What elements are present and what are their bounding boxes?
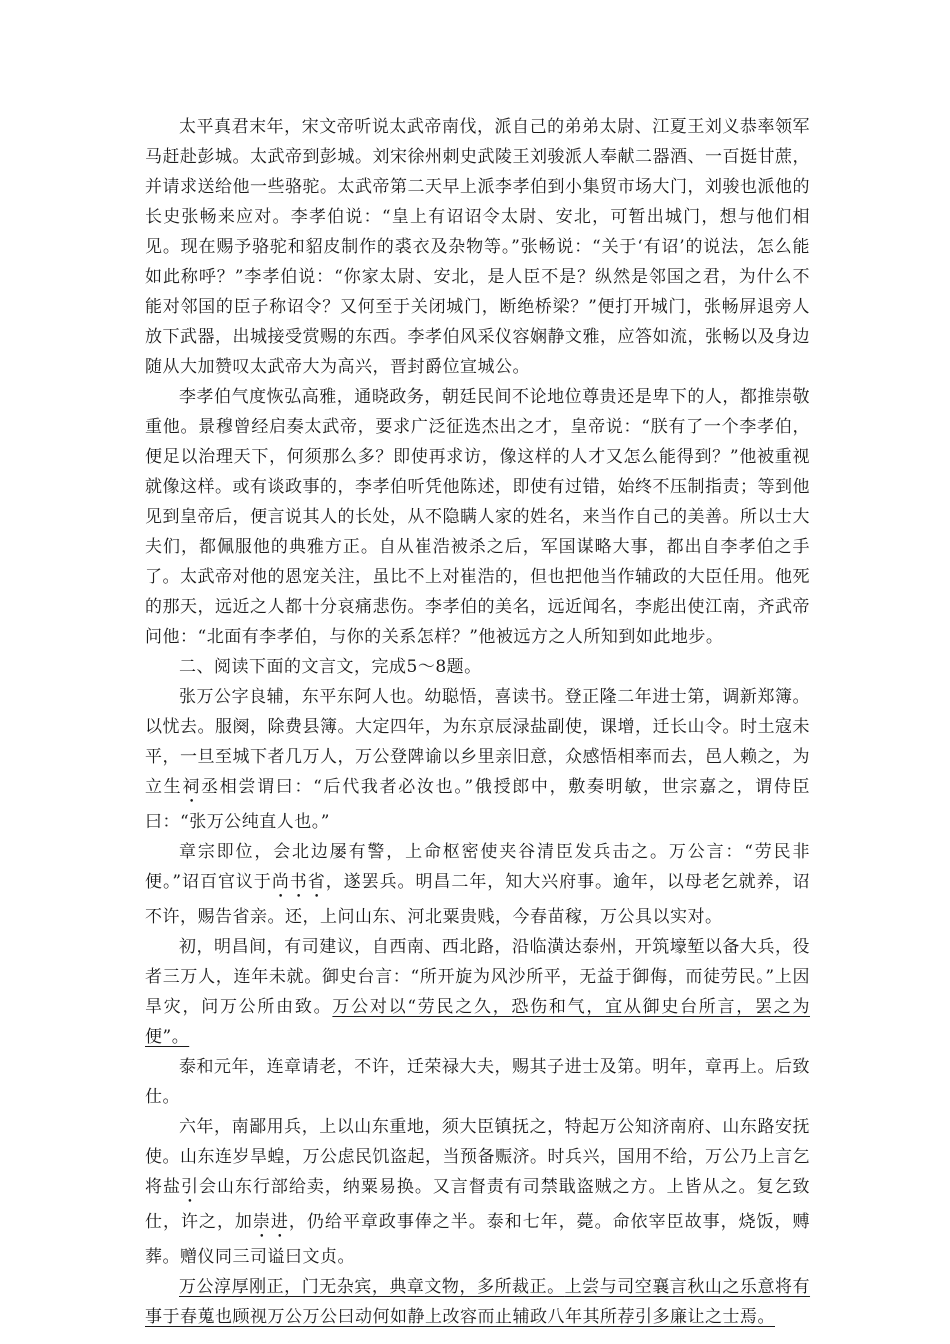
underlined-sentence: 万公对以“劳民之久，恐伤和气，宜从御史台所言，罢之为便”。 xyxy=(145,997,810,1047)
passage-text: ，遂罢兵。明昌二年，知大兴府事。逾年，以母老乞就养，诏不许，赐告省亲。还，上问山东、河北粟贵贱，今春苗稼，万公具以实对。 xyxy=(145,872,811,927)
underlined-unpunctuated-sentence: 上尝与司空襄言秋山之乐意将有事于春蒐也顾视万公万公曰动何如静上改容而止辅政八年其所荐引多廉让之士焉。 xyxy=(145,1277,811,1327)
passage-text: ，仍给平章政事俸之半。泰和七年，薨。命依宰臣故事，烧饭，赙葬。赠仪同三司谥曰文贞。 xyxy=(145,1212,811,1267)
passage-text: 张万公字良辅，东平东阿人也。幼聪悟，喜读书。登正隆二年进士第，调新郑簿。以忧去。服阕，除费县簿。大定四年，为东京辰渌盐副使，课增，迁长山令。时土寇未平，一旦至城下者几万人，万公登陴谕以乡里亲旧意，众感悟相率而去，邑人赖之，为立生 xyxy=(145,687,810,797)
passage-paragraph-5 xyxy=(145,1112,810,1272)
underlined-sentence: 万公淳厚刚正，门无杂宾，典章文物，多所裁正。 xyxy=(179,1277,565,1297)
passage-paragraph-1 xyxy=(145,682,810,837)
passage-text: 丞相尝谓曰：“后代我者必汝也。”俄授郎中，敷奏明敏，世宗嘉之，谓侍臣曰：“张万公纯直人也。” xyxy=(145,777,811,832)
translation-paragraph-1: 太平真君末年，宋文帝听说太武帝南伐，派自己的弟弟太尉、江夏王刘义恭率领军马赶赴彭城。太武帝到彭城。刘宋徐州刺史武陵王刘骏派人奉献二器酒、一百挺甘蔗，并请求送给他一些骆驼。太武帝第二天早上派李孝伯到小集贸市场大门，刘骏也派他的长史张畅来应对。李孝伯说：“皇上有诏诏令太尉、安北，可暂出城门，想与他们相见。现在赐予骆驼和貂皮制作的裘衣及杂物等。”张畅说：“关于‘有诏’的说法，怎么能如此称呼？”李孝伯说：“你家太尉、安北，是人臣不是？纵然是邻国之君，为什么不能对邻国的臣子称诏令？又何至于关闭城门，断绝桥梁？”便打开城门，张畅屏退旁人放下武器，出城接受赏赐的东西。李孝伯风采仪容娴静文雅，应答如流，张畅以及身边随从大加赞叹太武帝大为高兴，晋封爵位宣城公。 xyxy=(145,117,810,377)
passage-text: 六年，南鄙用兵，上以山东重地，须大臣镇抚之，特起万公知济南府、山东路安抚使。山东连岁旱蝗，万公虑民饥盗起，当预备赈济。时兵兴，国用不给，万公乃上言乞将盐 xyxy=(145,1117,810,1197)
document-page xyxy=(145,112,810,1332)
passage-paragraph-6 xyxy=(145,1272,810,1332)
dotted-term: 引 xyxy=(180,1177,199,1197)
passage-paragraph-3 xyxy=(145,932,810,1052)
section-heading: 二、阅读下面的文言文，完成5～8题。 xyxy=(179,657,482,677)
passage-text: 章宗即位，会北边屡有警，上命枢密使夹谷清臣发兵击之。万公言：“劳民非便。”诏百官议于 xyxy=(145,842,810,892)
passage-text: 会山东行部给卖，纳粟易换。又言督责有司禁戢盗贼之方。上皆从之。复乞致仕，许之，加 xyxy=(145,1177,811,1232)
passage-paragraph-4: 泰和元年，连章请老，不许，迁荣禄大夫，赐其子进士及第。明年，章再上。后致仕。 xyxy=(145,1057,810,1107)
translation-paragraph-2: 李孝伯气度恢弘高雅，通晓政务，朝廷民间不论地位尊贵还是卑下的人，都推崇敬重他。景穆曾经启奏太武帝，要求广泛征选杰出之才，皇帝说：“朕有了一个李孝伯，便足以治理天下，何须那么多？即使再求访，像这样的人才又怎么能得到？”他被重视就像这样。或有谈政事的，李孝伯听凭他陈述，即使有过错，始终不压制指责；等到他见到皇帝后，便言说其人的长处，从不隐瞒人家的姓名，来当作自己的美善。所以士大夫们，都佩服他的典雅方正。自从崔浩被杀之后，军国谋略大事，都出自李孝伯之手了。太武帝对他的恩宠关注，虽比不上对崔浩的，但也把他当作辅政的大臣任用。他死的那天，远近之人都十分哀痛悲伤。李孝伯的美名，远近闻名，李彪出使江南，齐武帝问他：“北面有李孝伯，与你的关系怎样？”他被远方之人所知到如此地步。 xyxy=(145,387,810,647)
passage-text: 初，明昌间，有司建议，自西南、西北路，沿临潢达泰州，开筑壕堑以备大兵，役者三万人，连年未就。御史台言：“所开旋为风沙所平，无益于御侮，而徒劳民。”上因旱灾，问万公所由致。 xyxy=(145,937,810,1017)
passage-paragraph-2 xyxy=(145,837,810,932)
dotted-term: 尚书省 xyxy=(271,872,326,892)
dotted-term: 崇进 xyxy=(252,1212,289,1232)
dotted-term: 祠 xyxy=(182,777,202,797)
